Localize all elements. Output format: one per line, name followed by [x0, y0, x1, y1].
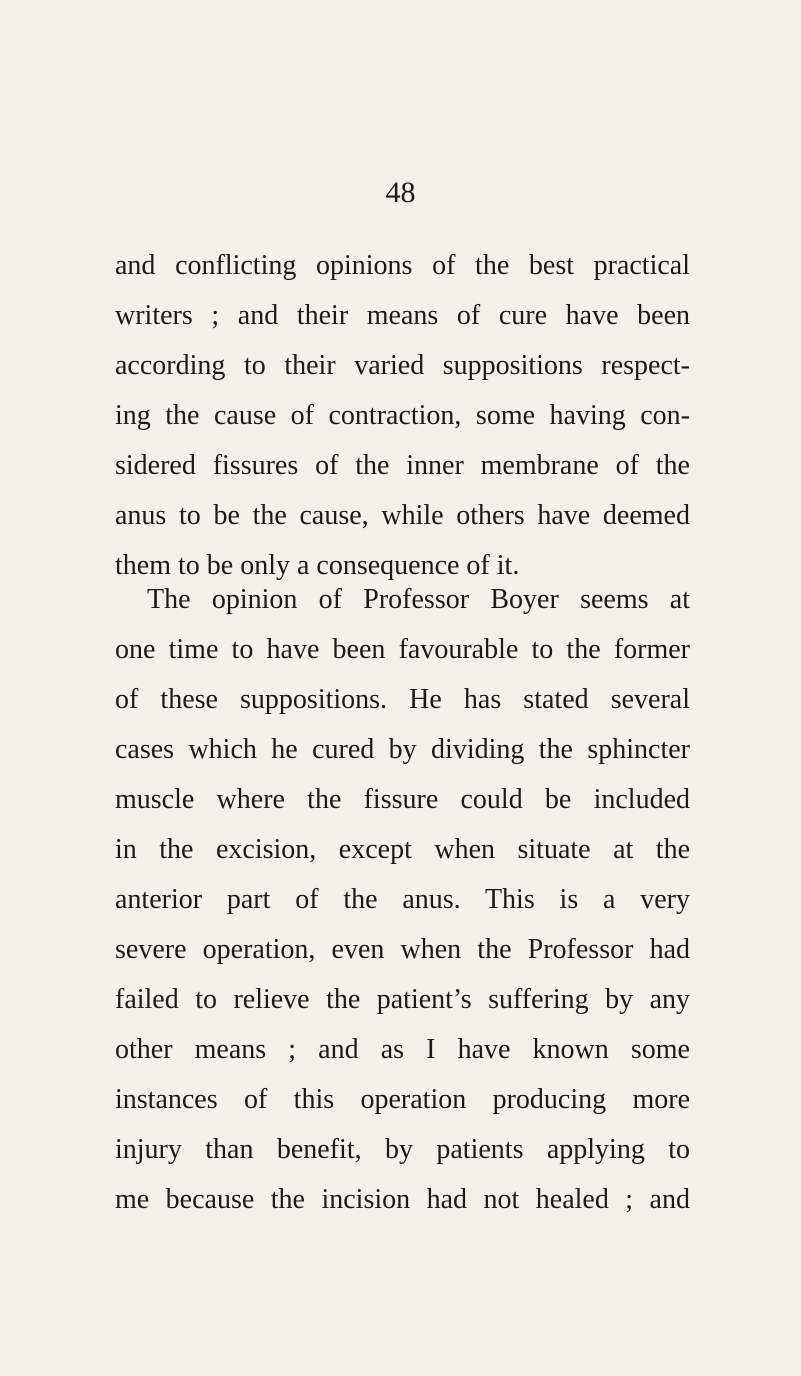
text-line: failed to relieve the patient’s suffering by any	[115, 984, 690, 1015]
text-line: The opinion of Professor Boyer seems at	[147, 584, 690, 615]
text-line: me because the incision had not healed ; and	[115, 1184, 690, 1215]
text-line: anus to be the cause, while others have deemed	[115, 500, 690, 531]
text-line: instances of this operation producing more	[115, 1084, 690, 1115]
text-line: according to their varied suppositions respect-	[115, 350, 690, 381]
text-line: muscle where the fissure could be included	[115, 784, 690, 815]
text-line: other means ; and as I have known some	[115, 1034, 690, 1065]
paragraph-1	[115, 241, 690, 591]
text-line: one time to have been favourable to the former	[115, 634, 690, 665]
page-number: 48	[385, 176, 416, 209]
text-line: sidered fissures of the inner membrane of the	[115, 450, 690, 481]
text-line: ing the cause of contraction, some having con-	[115, 400, 690, 431]
paragraph-2	[115, 575, 690, 1225]
text-line: of these suppositions. He has stated several	[115, 684, 690, 715]
text-line: severe operation, even when the Professor had	[115, 934, 690, 965]
text-line: and conflicting opinions of the best practical	[115, 250, 690, 281]
text-line: writers ; and their means of cure have been	[115, 300, 690, 331]
text-line: in the excision, except when situate at the	[115, 834, 690, 865]
text-line: them to be only a consequence of it.	[115, 550, 520, 581]
text-line: cases which he cured by dividing the sphincter	[115, 734, 690, 765]
text-line: anterior part of the anus. This is a very	[115, 884, 690, 915]
text-line: injury than benefit, by patients applying to	[115, 1134, 690, 1165]
